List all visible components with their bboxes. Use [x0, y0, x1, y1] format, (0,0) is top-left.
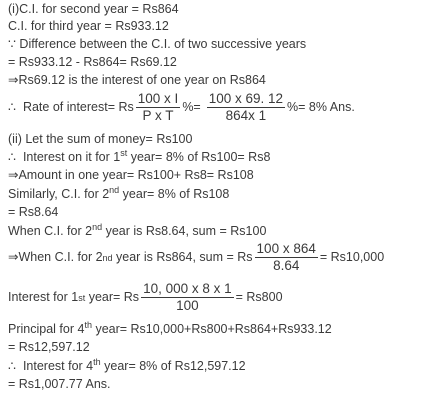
therefore-symbol: ∴	[8, 150, 16, 164]
line-interest-first-year	[8, 150, 270, 165]
text: When C.I. for 2	[8, 224, 93, 238]
text: year= 8% of Rs12,597.12	[104, 359, 246, 373]
rate-formula-fraction	[136, 92, 181, 123]
text: ⇒When C.I. for 2	[8, 250, 103, 264]
line-when-ci-small	[8, 224, 266, 239]
line-interest-one-year: ⇒Rs69.12 is the interest of one year on Rs864	[8, 73, 266, 87]
fraction-denominator: 100	[176, 298, 199, 313]
text: Interest on it for 1	[22, 150, 121, 164]
line-difference-value: = Rs933.12 - Rs864= Rs69.12	[8, 55, 177, 69]
text: Similarly, C.I. for 2	[8, 187, 110, 201]
fraction-denominator: 864x 1	[225, 108, 267, 123]
line-rate-of-interest	[8, 92, 355, 123]
ordinal-suffix: th	[93, 357, 101, 367]
fraction-numerator: 100 x 864	[256, 241, 316, 256]
line-ci-second-year: (i)C.I. for second year = Rs864	[8, 2, 179, 16]
fraction-numerator: 100 x I	[137, 91, 179, 106]
interest-result: = Rs800	[235, 290, 283, 304]
rate-result: %= 8% Ans.	[287, 100, 355, 114]
percent-equals: %=	[182, 100, 201, 114]
text: Interest for 4	[22, 359, 94, 373]
ordinal-suffix: nd	[92, 222, 103, 232]
line-principal-value: = Rs12,597.12	[8, 340, 90, 354]
ordinal-suffix: nd	[109, 185, 120, 195]
text: year= Rs10,000+Rs800+Rs864+Rs933.12	[95, 322, 332, 336]
rate-label: Rate of interest= Rs	[22, 100, 134, 114]
fraction-numerator: 10, 000 x 8 x 1	[143, 281, 232, 296]
line-final-answer: = Rs1,007.77 Ans.	[8, 377, 111, 391]
fraction-denominator: P x T	[142, 108, 174, 123]
therefore-symbol: ∴	[8, 359, 16, 373]
sum-fraction	[255, 242, 318, 273]
line-when-ci-large: ⇒When C.I. for 2 nd year is Rs864, sum = Rs $\frac{100 x 864}{8.64}$ = Rs10,000	[8, 241, 385, 273]
ordinal-suffix: st	[120, 148, 128, 158]
text: year is Rs8.64, sum = Rs100	[105, 224, 267, 238]
line-interest-fourth-year	[8, 359, 246, 374]
rate-value-fraction	[207, 92, 285, 123]
text: year= 8% of Rs100= Rs8	[130, 150, 271, 164]
text: year= 8% of Rs108	[122, 187, 230, 201]
sum-result: = Rs10,000	[319, 250, 385, 264]
interest-fraction	[141, 282, 234, 313]
text: Principal for 4	[8, 322, 85, 336]
line-principal-fourth-year	[8, 322, 332, 337]
text: year= Rs	[88, 290, 140, 304]
line-ci-second-year-similar	[8, 187, 229, 202]
text: year is Rs864, sum = Rs	[116, 250, 253, 264]
line-ci-third-year: C.I. for third year = Rs933.12	[8, 19, 169, 33]
therefore-symbol: ∴	[8, 100, 16, 114]
line-ci-value: = Rs8.64	[8, 205, 59, 219]
ordinal-suffix: th	[84, 320, 92, 330]
line-amount-one-year: ⇒Amount in one year= Rs100+ Rs8= Rs108	[8, 168, 254, 182]
line-difference: ∵ Difference between the C.I. of two successive years	[8, 37, 307, 51]
line-interest-first-year-value: Interest for 1 st year= Rs $\frac{10, 000 x 8 x 1}{100}$ = Rs800	[8, 281, 283, 313]
line-let-sum: (ii) Let the sum of money= Rs100	[8, 132, 193, 146]
fraction-numerator: 100 x 69. 12	[208, 91, 284, 106]
fraction-denominator: 8.64	[273, 258, 300, 273]
text: Interest for 1	[8, 290, 79, 304]
